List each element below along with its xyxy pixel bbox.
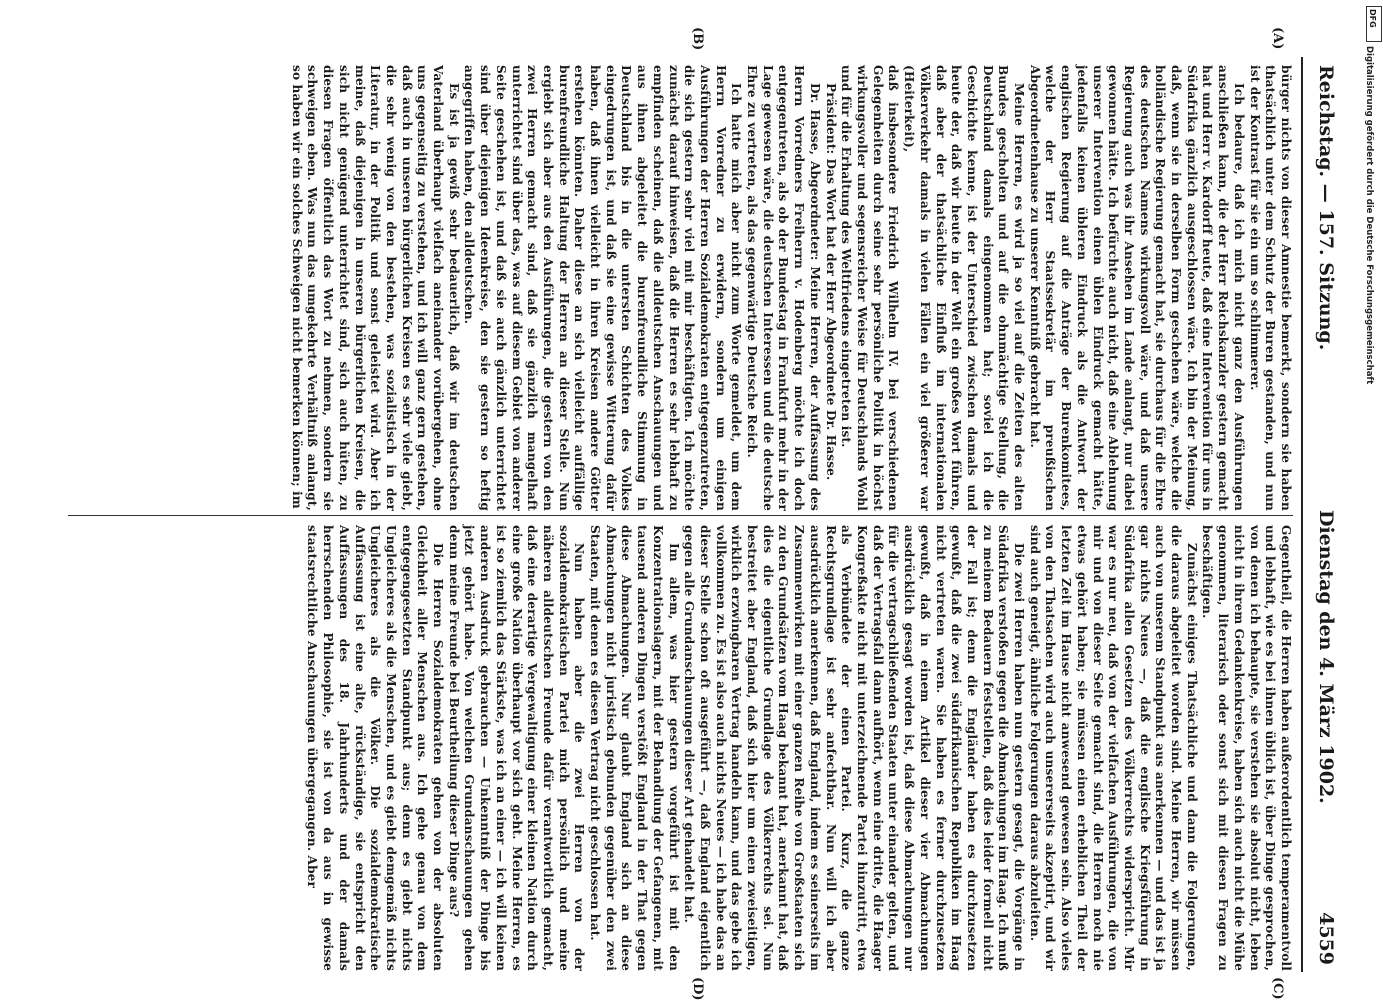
footer-credit (1364, 46, 1380, 626)
column-divider (68, 515, 1293, 516)
page-header (1305, 65, 1345, 965)
margin-marker-a: (A) (1270, 27, 1285, 50)
margin-marker-c: (C) (1270, 977, 1285, 1000)
left-column (288, 65, 1293, 511)
paragraph: Die zwei Herren haben nun gestern gesagt, die Vorgänge in Südafrika verstoßen gegen die Abmachungen im Haag. Ich muß zu meinem Bedauern feststellen, daß dies leider formell nicht der Fall ist; denn die Engländer haben es durchzusetzen gewußt, daß die zwei südafrikanischen Republiken im Haag nicht vertreten waren. Sie haben es ferner durchzusetzen gewußt, daß in einem Artikel dieser vier Abmachungen ausdrücklich gesagt worden ist, daß diese Abmachungen nur für die vertragschließenden Staaten unter einander gelten, und daß der Vertragsfall dann aufhört, wenn eine dritte, die Haager Kongreßakte nicht mit unterzeichnende Partei hinzutritt, etwa als Verbündete der einen Partei. Kurz, die ganze Rechtsgrundlage ist sehr anfechtbar. Nun will ich aber ausdrücklich anerkennen, daß England, indem es seinerseits im Zusammenwirken mit einer ganzen Reihe von Großstaaten sich zu den Grundsätzen vom Haag bekannt hat, anerkannt hat, daß dies die eigentliche Grundlage des Völkerrechts sei. Nun bestreitet aber England, daß sich hier um einen zweiseitigen, wirklich erzwingbaren Vertrag handeln kann, und das gebe ich vollkommen zu. Es ist also auch nichts Neues — ich habe das an dieser Stelle schon oft ausgeführt —, daß England eigentlich gegen alle Grundanschauungen dieser Art gehandelt hat. (682, 525, 1027, 971)
paragraph: Im allem, was hier gestern vorgeführt ist mit den Konzentrationslagern, mit der Behandlung der Gefangenen, mit tausend anderen Dingen verstößt England in der That gegen diese Abmachungen. Nur glaubt England sich an diese Abmachungen nicht juristisch gebunden gegenüber den zwei Staaten, mit denen es diesen Vertrag nicht geschlossen hat. (588, 525, 681, 971)
dfg-logo (1366, 6, 1382, 42)
margin-marker-b: (B) (690, 27, 705, 51)
paragraph: Ich bedaure, daß ich mich nicht ganz den Ausführungen anschließen kann, die der Herr Reichskanzler gestern gemacht hat und Herr v. Kardorff heute, daß eine Intervention für uns in Südafrika gänzlich ausgeschlossen wäre. Ich bin der Meinung, daß, wenn sie in derselben Form geschehen wäre, welche die holländische Regierung gemacht hat, sie durchaus für die Ehre des deutschen Namens wirkungsvoll wäre, und daß unsere Regierung auch was ihr Ansehen im Lande anlangt, nur dabei gewonnen hätte. Ich befürchte auch nicht, daß eine Ablehnung unserer Intervention einen üblen Eindruck gemacht hätte, jedenfalls keinen übleren Eindruck als die Antwort der englischen Regierung auf die Anträge der Burenkomitees, welche der Herr Staatssekretär im preußischen Abgeordnetenhause zu unserer Kenntniß gebracht hat. (1027, 65, 1246, 511)
header-rule (1301, 57, 1303, 972)
dfg-logo-text: DFG (1368, 9, 1377, 28)
paragraph: daß insbesondere Friedrich Wilhelm IV. bei verschiedenen Gelegenheiten durch seine sehr persönliche Politik in höchst wirkungsvoller und segensreicher Weise für Deutschlands Wohl und für die Erhaltung des Weltfriedens eingetreten ist. (839, 65, 901, 511)
paragraph: Meine Herren, es wird ja so viel auf die Zeiten des alten Bundes gescholten und auf die ohnmächtige Stellung, die Deutschland damals eingenommen hat; soviel ich die Geschichte kenne, ist der Unterschied zwischen damals und heute der, daß wir heute in der Welt ein großes Wort führen, daß aber der thatsächliche Einfluß im internationalen Völkerverkehr damals in vielen Fällen ein viel größerer war (Heiterkeit), (902, 65, 1027, 511)
margin-marker-d: (D) (690, 977, 705, 1001)
header-left: Reichstag. — 157. Sitzung. (1315, 65, 1337, 351)
paragraph: Die Herren Sozialdemokraten gehen von der absoluten Gleichheit aller Menschen aus. Ich gehe genau von dem entgegengesetzten Standpunkt aus; denn es giebt nichts Ungleicheres als die Menschen, und es giebt demgemäß nichts Ungleicheres als die Völker. Die sozialdemokratische Auffassung ist eine alte, rückständige, sie entspricht den Auffassungen des 18. Jahrhunderts und der damals herrschenden Philosophie, sie ist von da aus in gewisse staatsrechtliche Anschauungen übergegangen. Aber (305, 525, 446, 971)
paragraph: Dr. Hasse, Abgeordneter: Meine Herren, der Auffassung des Herrn Vorredners Freiherrn v. Hodenberg möchte ich doch entgegentreten, als ob der Bundestag in Frankfurt mehr in der Lage gewesen wäre, die deutschen Interessen und die deutsche Ehre zu vertreten, als das gegenwärtige Deutsche Reich. (745, 65, 822, 511)
rotated-page-content (55, 5, 1345, 1005)
page-number: 4559 (1315, 912, 1337, 965)
paragraph: Nun haben aber die zwei Herren von der sozialdemokratischen Partei mich persönlich und meine näheren alldeutschen Freunde dafür verantwortlich gemacht, daß eine derartige Vergewaltigung einer kleinen Nation durch eine große Nation überhaupt vor sich geht. Meine Herren, es ist so ziemlich das Stärkste, was ich an einer — ich will keinen anderen Ausdruck gebrauchen — Unkenntniß der Dinge bis jetzt gehört habe. Von welchen Grundanschauungen gehen denn meine Freunde bei Beurtheilung dieser Dinge aus? (446, 525, 587, 971)
paragraph: Zunächst einiges Thatsächliche und dann die Folgerungen, die daraus abgeleitet worden sind. Meine Herren, wir müssen auch von unserem Standpunkt aus anerkennen — und das ist ja gar nichts Neues —, daß die englische Kriegsführung in Südafrika allen Gesetzen des Völkerrechts widerspricht. Mir war es nur neu, daß von der vielfachen Ausführungen, die von mir und von dieser Seite gemacht sind, die Herren noch nie etwas gehört haben; sie müssen einen erheblichen Theil der letzten Zeit im Hause nicht anwesend gewesen sein. Also vieles von den Thatsachen wird auch unsererseits akzeptirt, und wir sind auch geneigt, ähnliche Folgerungen daraus abzuleiten. (1027, 525, 1199, 971)
paragraph: bürger nichts von dieser Amnestie bemerkt, sondern sie haben thatsächlich unter dem Schutz der Buren gestanden, und nun ist der Kontrast für sie ein um so schlimmerer. (1247, 65, 1293, 511)
paragraph: Ich hatte mich aber nicht zum Worte gemeldet, um dem Herrn Vorredner zu erwidern, sondern um einigen Ausführungen der Herren Sozialdemokraten entgegenzutreten, die sich gestern sehr viel mit mir beschäftigten. Ich möchte zunächst darauf hinweisen, daß die Herren es sehr lebhaft zu empfinden scheinen, daß die alldeutschen Anschauungen und aus ihnen abgeleitet die burenfreundliche Stimmung in Deutschland bis in die untersten Schichten des Volkes eingedrungen ist, und daß sie eine gewisse Witterung dafür haben, daß ihnen vielleicht in ihren Kreisen andere Götter erstehen könnten. Daher diese an sich vielleicht auffällige burenfreundliche Haltung der Herren an dieser Stelle. Nun ergiebt sich aber aus den Ausführungen, die gestern von den zwei Herren gemacht sind, daß sie gänzlich mangelhaft unterrichtet sind über das, was auf diesem Gebiet von anderer Seite geschehen ist, und daß sie auch gänzlich unterrichtet sind über diejenigen Ideenkreise, den sie gestern so heftig angegriffen haben, den alldeutschen. (462, 65, 744, 511)
header-center: Dienstag den 4. März 1902. (1315, 510, 1337, 804)
paragraph: Gegentheil, die Herren haben außerordentlich temperamentvoll und lebhaft, wie es bei ihnen üblich ist, über Dinge gesprochen, von denen ich behaupte, sie verstehen sie absolut nicht, leben nicht in ihrem Gedankenkreise, haben sich auch nicht die Mühe genommen, literarisch oder sonst sich mit diesen Fragen zu beschäftigen. (1200, 525, 1293, 971)
paragraph: Präsident: Das Wort hat der Herr Abgeordnete Dr. Hasse. (823, 83, 838, 481)
right-column (304, 525, 1293, 971)
footer-credit-text: Digitalisierung gefördert durch die Deutsche Forschungsgemeinschaft (1364, 46, 1374, 385)
paragraph: Es ist ja gewiß sehr bedauerlich, daß wir im deutschen Vaterland überhaupt vielfach aneinander vorübergehen, ohne uns gegenseitig zu verstehen, und ich will ganz gern gestehen, daß auch in unseren bürgerlichen Kreisen es sehr viele giebt, die sehr wenig von den bestehen, was sozialistisch in der Literatur, in der Politik und sonst geleistet wird. Aber ich meine, daß diejenigen in unseren bürgerlichen Kreisen, die sich nicht genügend unterrichtet sind, sich auch hüten, zu diesen Fragen öffentlich das Wort zu nehmen, sondern sie schweigen eben. Was nun das umgekehrte Verhältniß anlangt, so haben wir ein solches Schweigen nicht bemerken können; im (289, 65, 461, 511)
